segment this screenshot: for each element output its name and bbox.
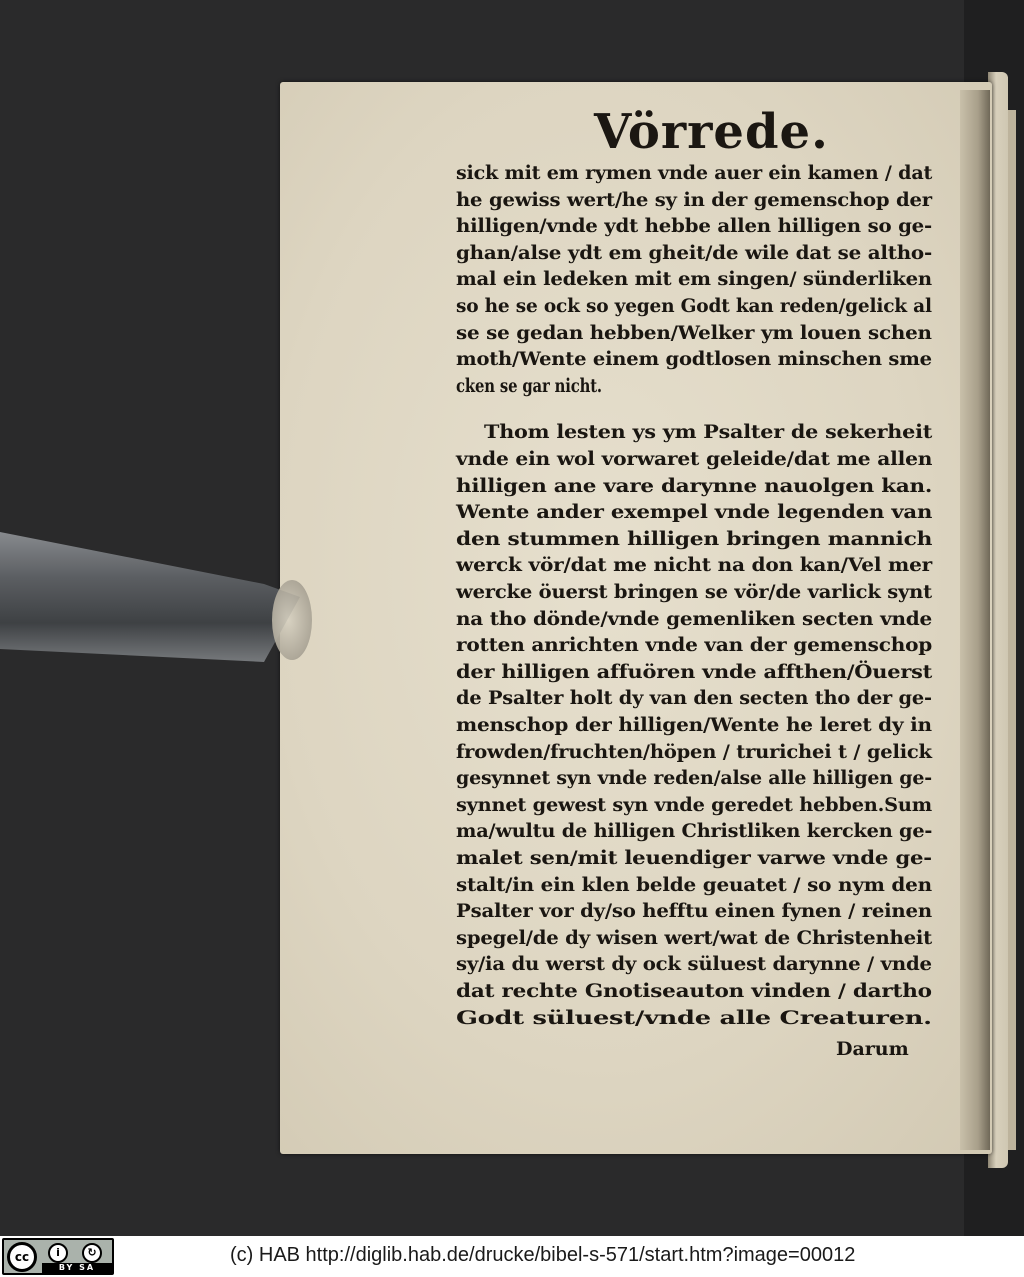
copyright-credit: (c) HAB http://diglib.hab.de/drucke/bibel-s-571/start.htm?image=00012 — [230, 1244, 856, 1266]
page-holder-clip-tip — [272, 580, 312, 660]
text-line: Psalter vor dy/so hefftu einen fynen / reinen — [456, 900, 932, 923]
text-line: Wente ander exempel vnde legenden van — [456, 501, 933, 524]
text-line: cken se gar nicht. — [456, 374, 602, 397]
cc-icon: cc — [7, 1242, 37, 1272]
text-line: Godt süluest/vnde alle Creaturen. — [456, 1006, 932, 1029]
text-line: wercke öuerst bringen se vör/de varlick synt — [456, 581, 932, 603]
cc-license-badge[interactable] — [2, 1238, 114, 1275]
text-line: se se gedan hebben/Welker ym louen schen — [456, 321, 932, 344]
text-line: der hilligen affuören vnde affthen/Öuerst — [456, 660, 933, 683]
attribution-icon: i — [48, 1243, 68, 1263]
text-line: he gewiss wert/he sy in der gemenschop der — [456, 188, 932, 211]
text-line: vnde ein wol vorwaret geleide/dat me allen — [456, 448, 933, 470]
text-line: menschop der hilligen/Wente he leret dy in — [456, 714, 932, 736]
text-line: so he se ock so yegen Godt kan reden/gelick al — [456, 295, 932, 317]
text-line: gesynnet syn vnde reden/alse alle hilligen ge- — [456, 767, 932, 790]
page-holder-clip — [0, 532, 300, 662]
text-line: synnet gewest syn vnde geredet hebben.Sum — [456, 793, 932, 816]
text-line: werck vör/dat me nicht na don kan/Vel mer — [456, 554, 933, 577]
text-line: rotten anrichten vnde van der gemenschop — [456, 634, 933, 657]
text-line: moth/Wente einem godtlosen minschen sme — [456, 348, 932, 371]
text-line: hilligen/vnde ydt hebbe allen hilligen so ge- — [456, 215, 932, 238]
text-line: na tho dönde/vnde gemenliken secten vnde — [456, 607, 933, 630]
facing-page-strip — [1008, 110, 1016, 1150]
text-line: spegel/de dy wisen wert/wat de Christenheit — [456, 926, 933, 949]
text-line: mal ein ledeken mit em singen/ sünderliken — [456, 268, 932, 291]
cc-license-strip: BY SA — [42, 1263, 112, 1273]
text-line: malet sen/mit leuendiger varwe vnde ge- — [456, 847, 932, 869]
text-line: dat rechte Gnotiseauton vinden / dartho — [456, 980, 932, 1002]
text-line: Thom lesten ys ym Psalter de sekerheit — [484, 421, 933, 444]
share-alike-icon: ↻ — [82, 1243, 102, 1263]
page-heading: Vörrede. — [594, 104, 829, 160]
text-line: ma/wultu de hilligen Christliken kercken ge- — [456, 820, 933, 843]
footer-bar — [0, 1236, 1024, 1277]
book-gutter — [960, 90, 990, 1150]
text-line: stalt/in ein klen belde geuatet / so nym den — [456, 873, 932, 896]
text-line: ghan/alse ydt em gheit/de wile dat se altho- — [456, 241, 932, 264]
text-line: frowden/fruchten/höpen / trurichei t / gelick — [456, 740, 932, 763]
text-line: sick mit em rymen vnde auer ein kamen / dat — [456, 162, 933, 184]
text-line: hilligen ane vare darynne nauolgen kan. — [456, 474, 933, 497]
text-line: de Psalter holt dy van den secten tho der ge- — [456, 687, 932, 710]
text-line: sy/ia du werst dy ock süluest darynne / vnde — [456, 953, 932, 976]
catchword: Darum — [836, 1038, 909, 1060]
text-line: den stummen hilligen bringen mannich — [456, 527, 933, 550]
